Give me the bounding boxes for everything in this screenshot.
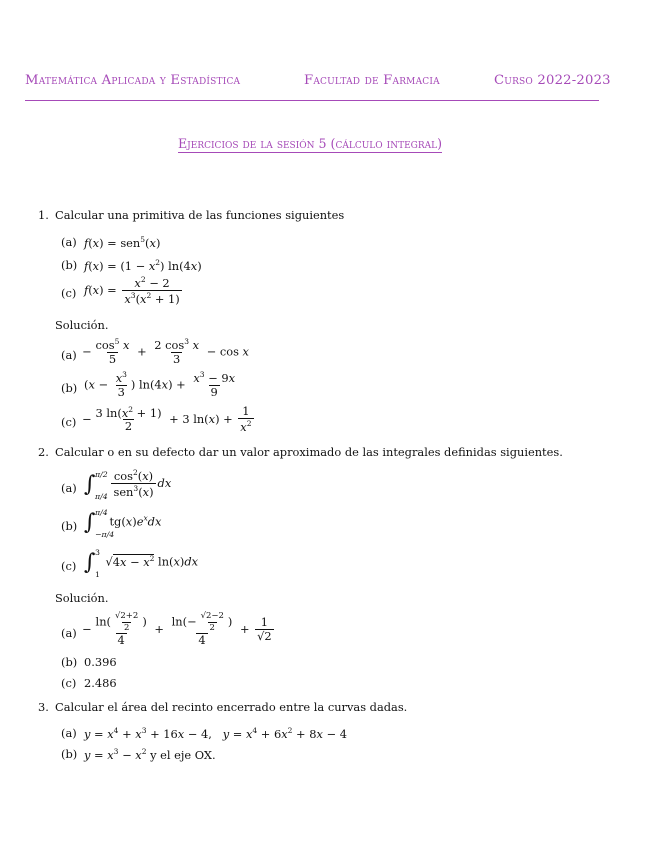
ex3-item-b-text: y el eje OX.: [150, 747, 216, 762]
ex2-item-a-label: (a): [61, 481, 77, 495]
ex3-item-a-label: (a): [61, 726, 77, 740]
exercise-1-prompt: Calcular una primitiva de las funciones siguientes: [55, 208, 345, 222]
page-title: Ejercicios de la sesión 5 (cálculo integral): [177, 136, 443, 151]
ex1-sol-a-label: (a): [61, 348, 77, 362]
ex1-item-b-label: (b): [61, 258, 78, 272]
ex2-sol-b-value: 0.396: [84, 655, 117, 669]
ex2-sol-c-label: (c): [61, 676, 77, 690]
ex2-solution-heading: Solución.: [55, 591, 109, 605]
header-faculty: Facultad de Farmacia: [304, 73, 440, 88]
ex1-item-c-label: (c): [61, 286, 77, 300]
ex2-sol-c-value: 2.486: [84, 676, 117, 690]
ex1-item-c-formula: f(x) = $\frac{x^2 - 2}{x^3(x^2 + 1)}$: [84, 275, 180, 306]
ex2-item-b-label: (b): [61, 519, 78, 533]
exercise-2-prompt: Calcular o en su defecto dar un valor aproximado de las integrales definidas siguientes.: [55, 445, 563, 459]
exercise-1-number: 1.: [38, 208, 49, 222]
header-rule: [25, 100, 599, 101]
ex2-item-a-formula: ∫ π/2 π/4 $\frac{\cos^2(x)}{sen^3(x)}$ dx: [84, 468, 172, 501]
ex2-sol-a-label: (a): [61, 626, 77, 640]
ex2-item-b-formula: ∫ π/4 −π/4 $tg(x)e^xdx$: [84, 508, 162, 539]
ex2-sol-a-formula: − ln( $\frac{√2+2}{2}$ ) 4 + ln(− $\frac{√2-2}{2}$ ) 4 + $\frac{1}{√2}$: [82, 611, 272, 647]
ex1-item-a-label: (a): [61, 235, 77, 249]
ex1-item-b-formula: $f(x) = (1 - x^2)$ ln(4x): [84, 258, 202, 273]
exercise-3-number: 3.: [38, 700, 49, 714]
ex1-solution-heading: Solución.: [55, 318, 109, 332]
exercise-3-prompt: Calcular el área del recinto encerrado entre la curvas dadas.: [55, 700, 408, 714]
exercise-2-number: 2.: [38, 445, 49, 459]
ex2-item-c-formula: ∫ 3 1 $√4x - x^2$ ln(x)dx: [84, 548, 199, 579]
ex1-sol-b-label: (b): [61, 381, 78, 395]
ex1-sol-a-formula: − $\frac{\cos^5 x}{5}$ + $\frac{2 \cos^3 x}{3}$ − cos x: [82, 337, 249, 366]
ex1-sol-b-formula: (x − $\frac{x^3}{3}$ ) ln(4x) + $\frac{x^3 - 9x}{9}$: [84, 370, 236, 399]
ex1-sol-c-formula: − $\frac{3 \ln(x^2 + 1)}{2}$ + 3 ln(x) + $\frac{1}{x^2}$: [82, 404, 252, 434]
ex3-item-b-label: (b): [61, 747, 78, 761]
ex3-item-a-formula: $y = x^4 + x^3 + 16x - 4$, $y = x^4 + 6x^2 + 8x - 4$: [84, 726, 347, 741]
ex2-item-c-label: (c): [61, 559, 77, 573]
header-year: Curso 2022-2023: [494, 73, 611, 88]
ex2-sol-b-label: (b): [61, 655, 78, 669]
ex3-item-b-formula: $y = x^3 - x^2$ y el eje OX.: [84, 747, 216, 762]
ex1-item-a-formula: f(x) = sen$^5$(x): [84, 235, 161, 250]
ex1-sol-c-label: (c): [61, 415, 77, 429]
header-course: Matemática Aplicada y Estadística: [25, 73, 241, 88]
